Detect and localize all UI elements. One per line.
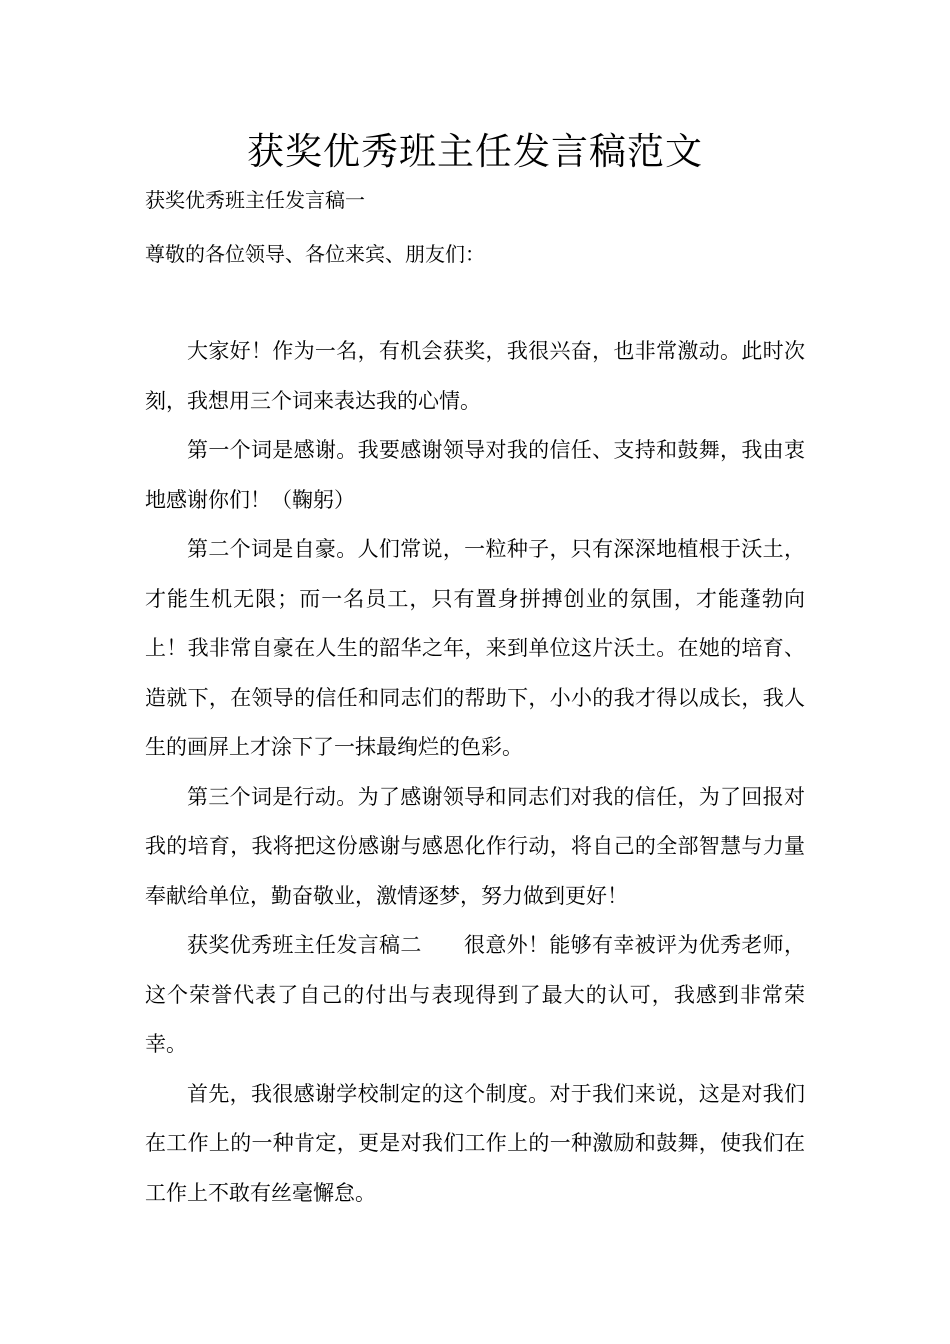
salutation: 尊敬的各位领导、各位来宾、朋友们： xyxy=(145,242,485,266)
section-heading-1: 获奖优秀班主任发言稿一 xyxy=(145,188,365,212)
paragraph: 大家好！作为一名，有机会获奖，我很兴奋，也非常激动。此时次刻，我想用三个词来表达我的心情。 xyxy=(145,339,805,413)
paragraph: 第一个词是感谢。我要感谢领导对我的信任、支持和鼓舞，我由衷地感谢你们！（鞠躬） xyxy=(145,438,805,512)
section-2-text: 很意外！能够有幸被评为优秀老师，这个荣誉代表了自己的付出与表现得到了最大的认可，我感到非常荣幸。 xyxy=(145,933,806,1056)
paragraph: 第二个词是自豪。人们常说，一粒种子，只有深深地植根于沃土，才能生机无限；而一名员工，只有置身拼搏创业的氛围，才能蓬勃向上！我非常自豪在人生的韶华之年，来到单位这片沃土。在她的培育、造就下，在领导的信任和同志们的帮助下，小小的我才得以成长，我人生的画屏上才涂下了一抹最绚烂的色彩。 xyxy=(145,537,805,759)
paragraph: 第三个词是行动。为了感谢领导和同志们对我的信任，为了回报对我的培育，我将把这份感谢与感恩化作行动，将自己的全部智慧与力量奉献给单位，勤奋敬业，激情逐梦，努力做到更好！ xyxy=(145,784,805,908)
document-body xyxy=(145,327,805,1218)
paragraph-section-2 xyxy=(145,921,805,1070)
paragraph: 首先，我很感谢学校制定的这个制度。对于我们来说，这是对我们在工作上的一种肯定，更是对我们工作上的一种激励和鼓舞，使我们在工作上不敢有丝毫懈怠。 xyxy=(145,1081,805,1205)
section-heading-2: 获奖优秀班主任发言稿二 xyxy=(187,933,422,957)
document-title: 获奖优秀班主任发言稿范文 xyxy=(247,130,703,173)
